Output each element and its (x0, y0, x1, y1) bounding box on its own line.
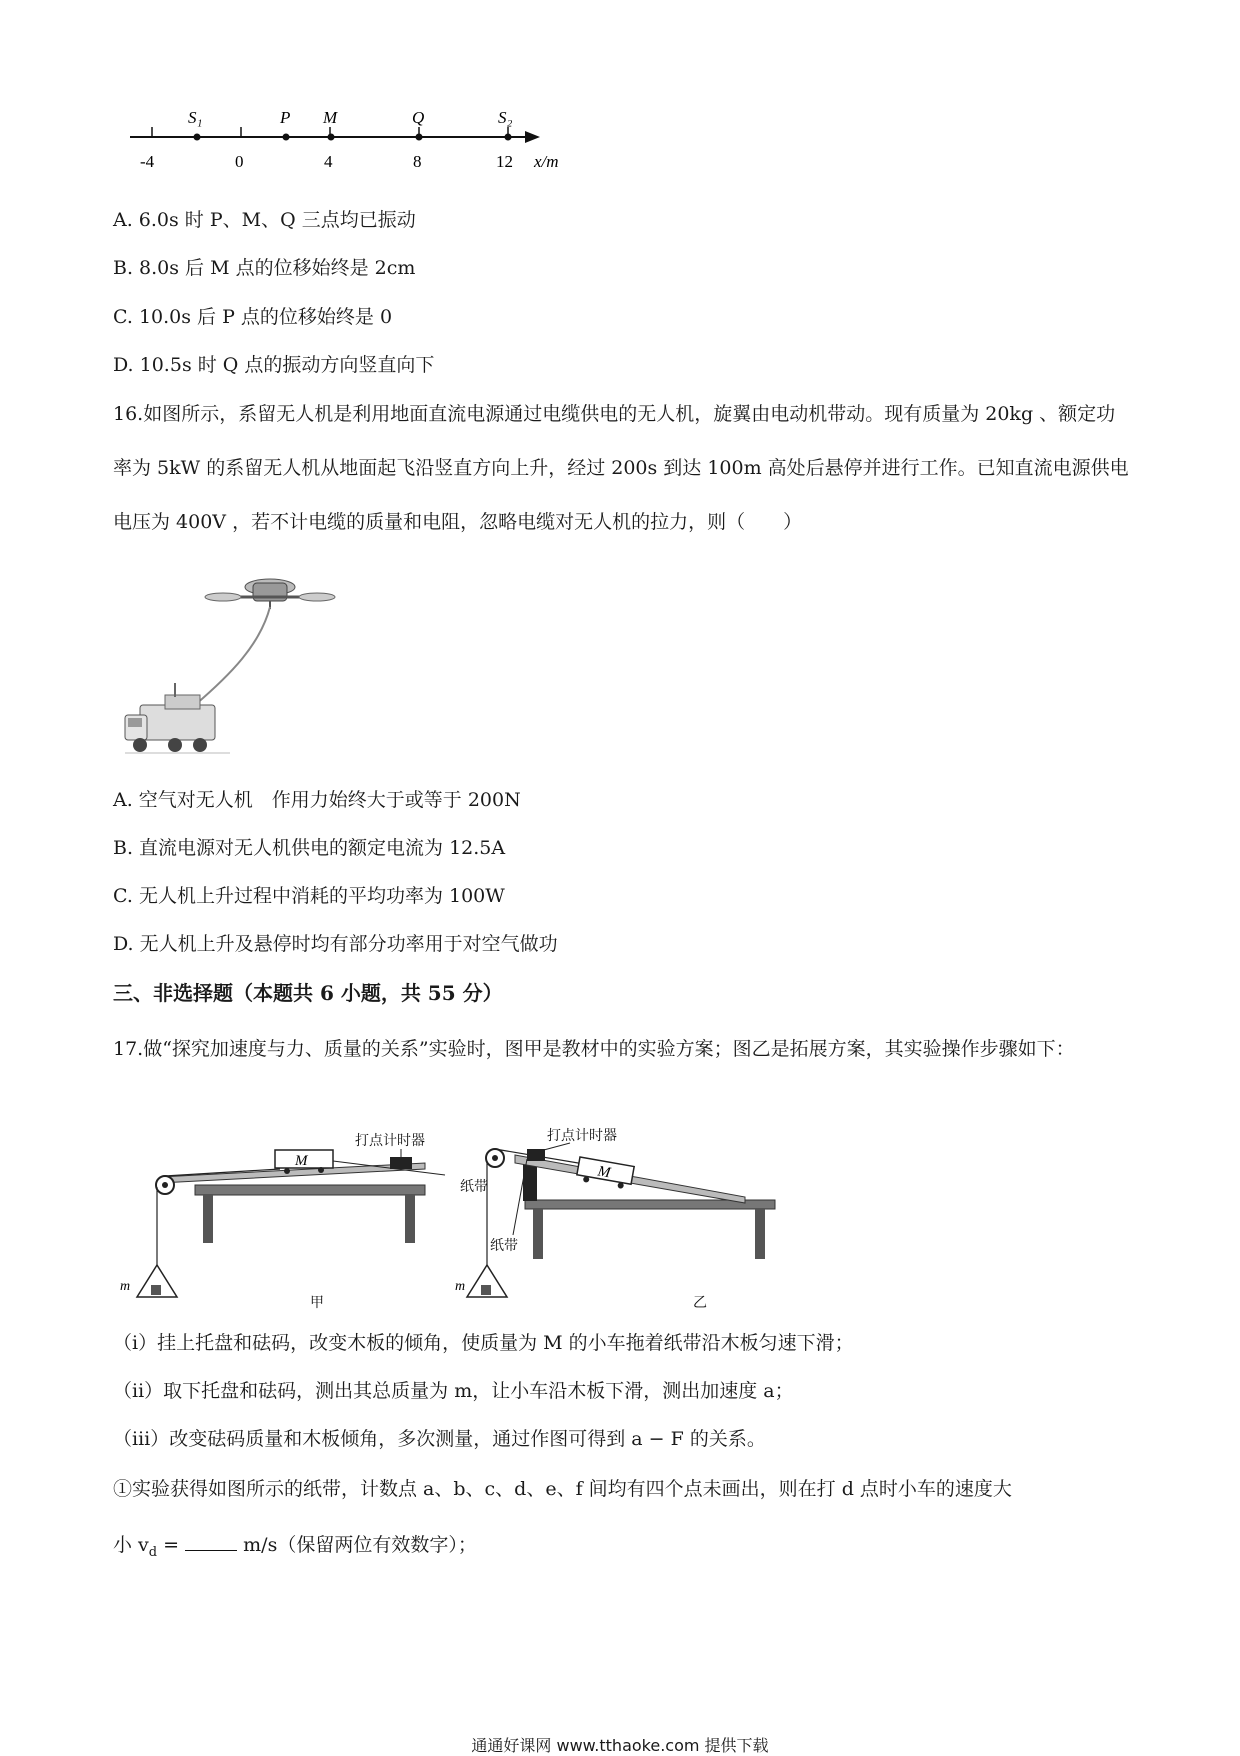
page-footer: 通通好课网 www.tthaoke.com 提供下载 (471, 1736, 769, 1755)
axis-point-s1: S₁ (188, 108, 203, 127)
label-cart-yi: M (596, 1163, 612, 1182)
figure-yi (455, 1127, 775, 1310)
q17-sub1-eq: = (157, 1534, 186, 1556)
number-line-figure (110, 95, 570, 175)
axis-tick-label: 0 (235, 152, 244, 171)
experiment-figures (115, 1125, 855, 1310)
q15-option-d: D. 10.5s 时 Q 点的振动方向竖直向下 (113, 354, 435, 376)
q17-sub1-subscript: d (148, 1544, 158, 1560)
q15-option-c: C. 10.0s 后 P 点的位移始终是 0 (113, 306, 393, 328)
q17-sub1-line1: ①实验获得如图所示的纸带，计数点 a、b、c、d、e、f 间均有四个点未画出，则在打 d 点时小车的速度大 (113, 1478, 1012, 1500)
q16-option-d: D. 无人机上升及悬停时均有部分功率用于对空气做功 (113, 933, 558, 955)
q15-option-b: B. 8.0s 后 M 点的位移始终是 2cm (113, 257, 416, 279)
axis-tick-label: 12 (496, 152, 513, 171)
q17-step-1: （ⅰ）挂上托盘和砝码，改变木板的倾角，使质量为 M 的小车拖着纸带沿木板匀速下滑； (113, 1332, 854, 1354)
axis-tick-label: 4 (324, 152, 333, 171)
tethered-drone-illustration (120, 565, 380, 770)
q17-step-2: （ⅱ）取下托盘和砝码，测出其总质量为 m，让小车沿木板下滑，测出加速度 a； (113, 1380, 794, 1402)
label-cart-jia: M (295, 1153, 308, 1169)
q17-stem: 17.做“探究加速度与力、质量的关系”实验时，图甲是教材中的实验方案；图乙是拓展方案，其实验操作步骤如下： (113, 1038, 1075, 1060)
caption-jia: 甲 (310, 1295, 324, 1310)
axis-unit-label: x/m (534, 152, 559, 171)
label-mass-jia: m (120, 1279, 131, 1294)
axis-point-s2: S₂ (498, 108, 513, 127)
q16-option-b: B. 直流电源对无人机供电的额定电流为 12.5A (113, 837, 506, 859)
label-timer-jia: 打点计时器 (355, 1133, 425, 1149)
axis-point-m: M (323, 108, 338, 127)
q17-step-3: （ⅲ）改变砝码质量和木板倾角，多次测量，通过作图可得到 a − F 的关系。 (113, 1428, 766, 1450)
caption-yi: 乙 (693, 1295, 707, 1310)
figure-jia (120, 1132, 488, 1310)
label-mass-yi: m (455, 1279, 466, 1294)
q17-sub1-prefix: 小 v (113, 1534, 149, 1556)
section-heading: 三、非选择题（本题共 6 小题，共 55 分） (113, 981, 503, 1005)
q16-option-a: A. 空气对无人机 作用力始终大于或等于 200N (113, 789, 521, 811)
label-timer-yi: 打点计时器 (547, 1128, 617, 1144)
axis-point-q: Q (412, 108, 425, 127)
axis-tick-label: -4 (140, 152, 155, 171)
q16-stem: 16.如图所示，系留无人机是利用地面直流电源通过电缆供电的无人机，旋翼由电动机带动。现有质量为 20kg 、额定功率为 5kW 的系留无人机从地面起飞沿竖直方向上升，经过 200s 到达 100m 高处后悬停并进行工作。已知直流电源供电电压为 400V ，若不计电缆的质量和电阻，忽略电缆对无人机的拉力，则（ ） (113, 403, 1129, 533)
label-tape-yi: 纸带 (490, 1238, 518, 1254)
q17-sub1-line2 (113, 1530, 477, 1560)
q17-sub1-suffix: m/s（保留两位有效数字）； (237, 1534, 477, 1556)
q15-option-a: A. 6.0s 时 P、M、Q 三点均已振动 (113, 209, 416, 231)
axis-point-p: P (280, 108, 291, 127)
q16-option-c: C. 无人机上升过程中消耗的平均功率为 100W (113, 885, 505, 907)
axis-tick-label: 8 (413, 152, 422, 171)
label-tape-jia: 纸带 (460, 1179, 488, 1195)
answer-blank[interactable] (185, 1532, 237, 1551)
